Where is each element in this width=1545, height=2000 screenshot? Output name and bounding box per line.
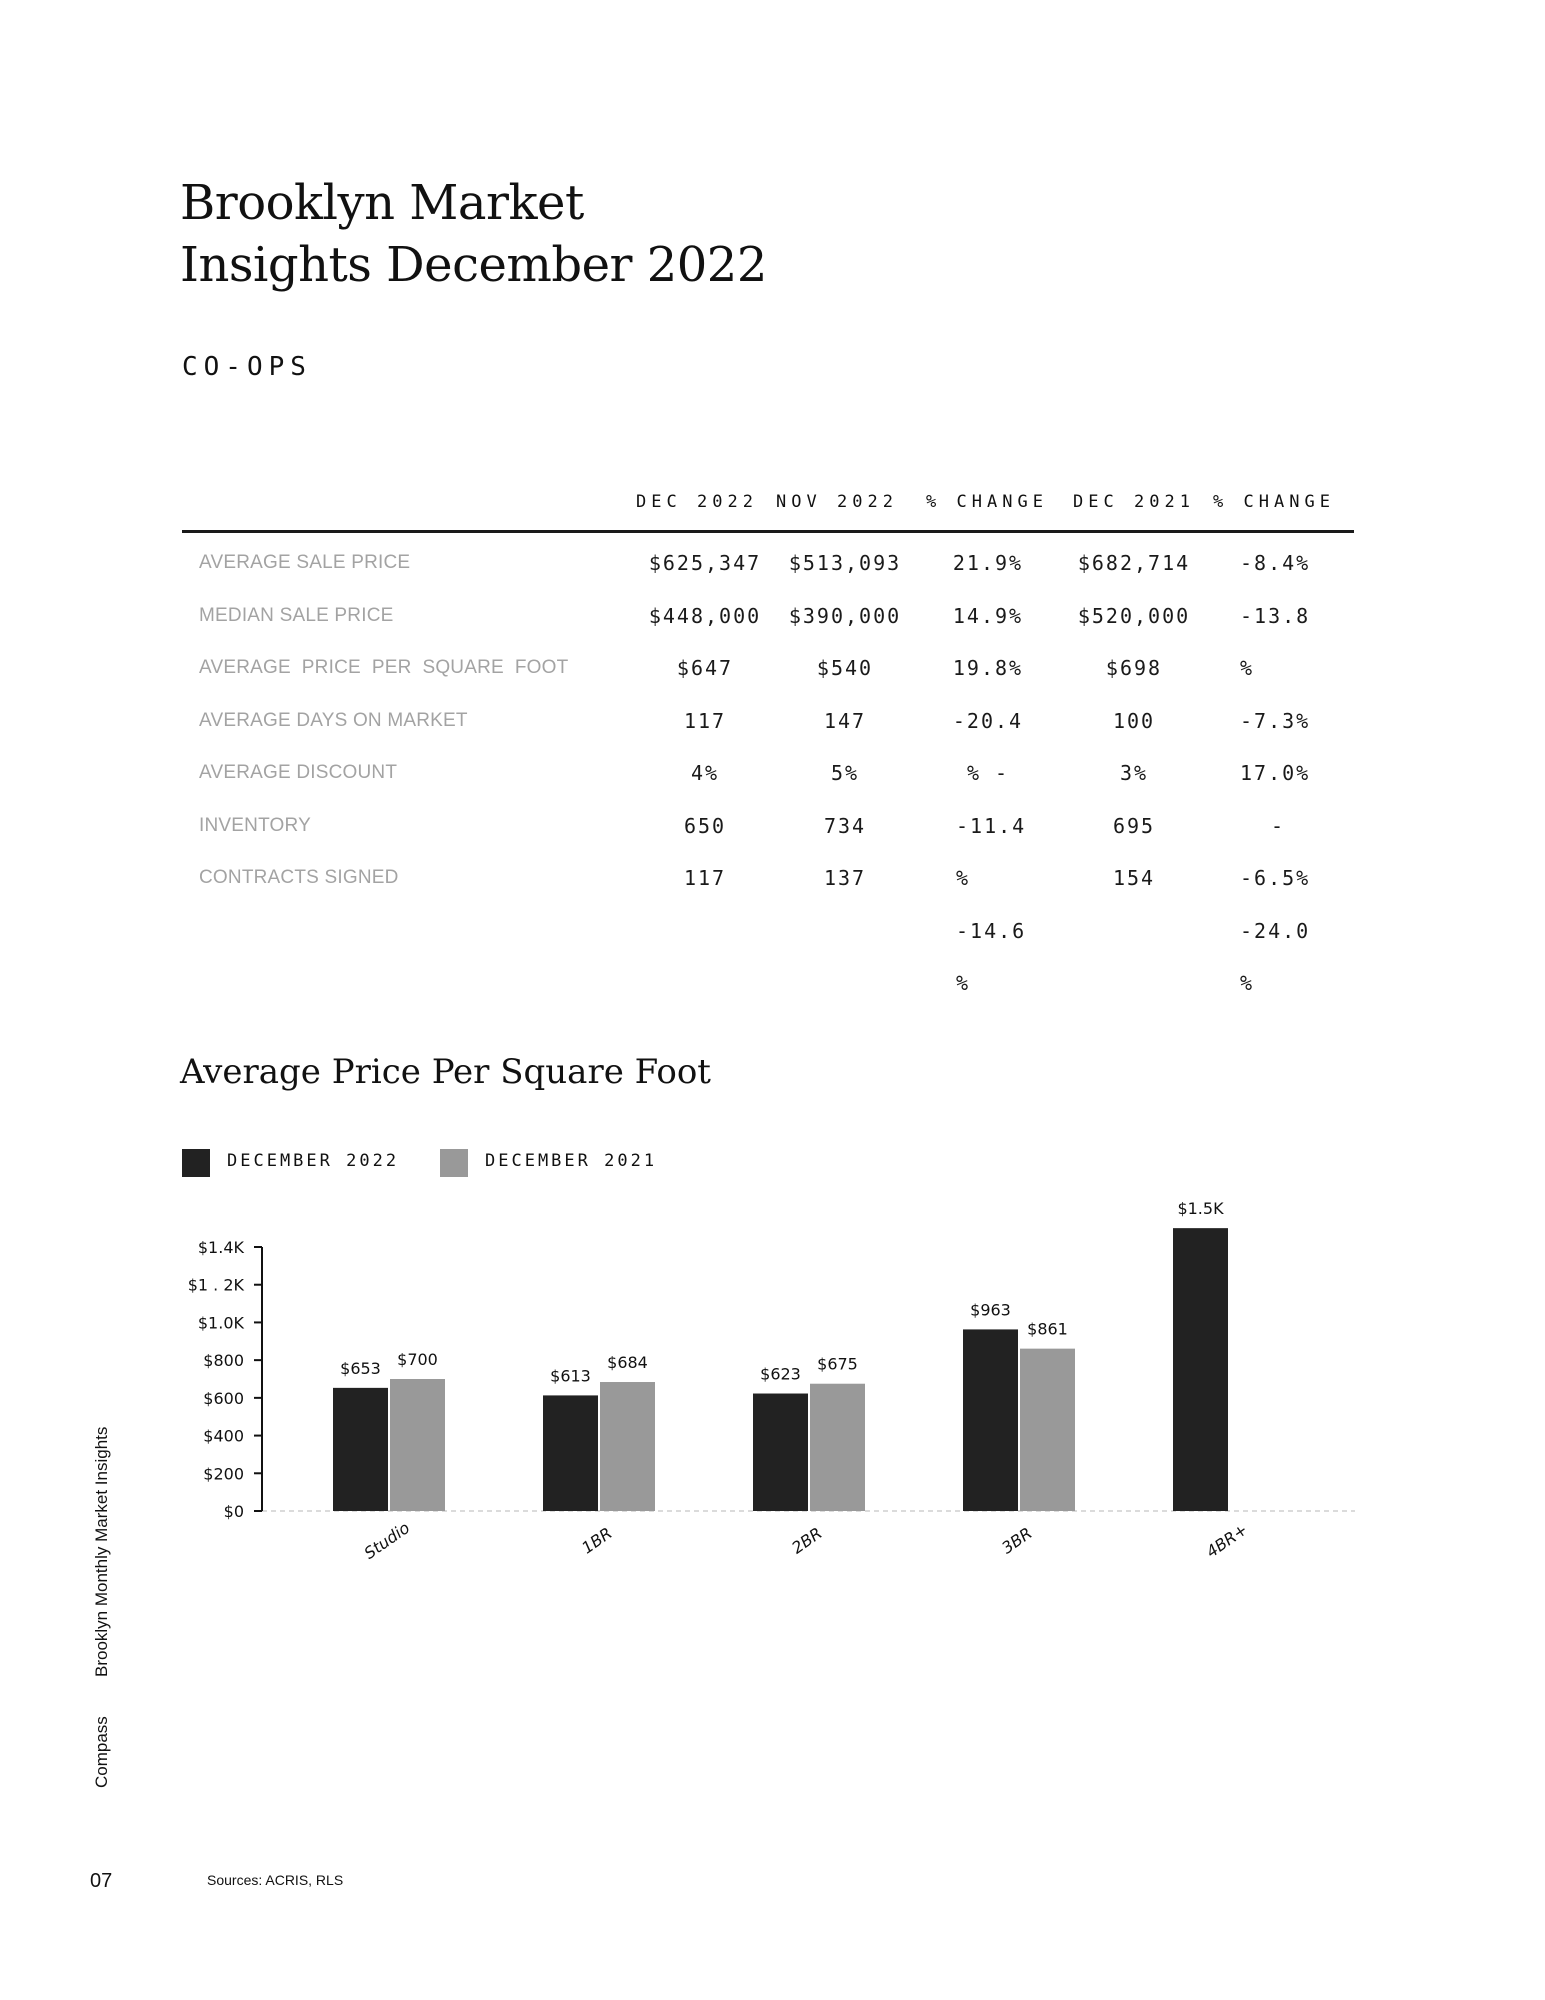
cell-pct-mom: 21.9% [952,551,1024,575]
cell-pct-mom: 19.8% [952,656,1024,680]
cell-dec2021: $682,714 [1077,551,1191,575]
data-label: $700 [397,1350,438,1369]
cell-nov2022: $513,093 [788,551,902,575]
cell-pct-mom: % - [966,761,1010,785]
cell-dec2022: $625,347 [648,551,762,575]
cell-nov2022: 137 [823,866,867,890]
cell-nov2022: 5% [830,761,860,785]
page-number: 07 [90,1870,113,1892]
data-label: $613 [550,1366,591,1386]
legend-label-dec-2021: DECEMBER 2021 [485,1151,658,1171]
cell-pct-yoy: -13.8 [1240,604,1311,628]
bar-december-2021 [390,1379,445,1511]
row-label: AVERAGE SALE PRICE [199,552,411,573]
row-label: AVERAGE DISCOUNT [199,762,398,783]
table-header-rule [182,530,1354,533]
cell-dec2022: 4% [690,761,720,785]
price-per-sqft-chart [0,1200,1545,1600]
bar-december-2021 [600,1382,655,1511]
sidebar-brand: Compass [92,1716,111,1788]
cell-pct-yoy: -7.3% [1240,709,1311,733]
y-tick-label: $200 [203,1464,244,1484]
data-label: $684 [607,1353,648,1373]
page-title [180,172,767,296]
cell-nov2022: 147 [823,709,867,733]
data-label: $675 [817,1354,858,1374]
legend-swatch-dec-2022 [182,1149,210,1177]
y-tick-label: $400 [203,1426,244,1446]
col-head-pct-change-mom: % CHANGE [926,492,1048,512]
bar-december-2022 [1173,1228,1228,1511]
col-head-nov-2022: NOV 2022 [776,492,898,512]
cell-nov2022: $390,000 [788,604,902,628]
cell-dec2021: 3% [1119,761,1149,785]
legend-label-dec-2022: DECEMBER 2022 [227,1151,400,1171]
y-tick-label: $0 [223,1502,244,1521]
cell-pct-yoy: -8.4% [1240,551,1311,575]
y-tick-label: $1.4K [197,1238,244,1257]
data-label: $861 [1027,1319,1068,1339]
data-label: $1.5K [1177,1200,1224,1219]
sources-note: Sources: ACRIS, RLS [207,1872,344,1888]
cell-dec2021: 100 [1112,709,1156,733]
row-label: INVENTORY [199,815,311,836]
cell-pct-mom: -20.4 [952,709,1024,733]
cell-pct-yoy: - [1270,814,1286,838]
cell-pct-mom: % [956,971,971,995]
row-label: MEDIAN SALE PRICE [199,605,394,626]
data-label: $653 [340,1358,381,1378]
cell-pct-yoy: -24.0 [1240,919,1311,943]
data-label: $623 [760,1364,801,1384]
x-category-label: 1BR [578,1523,616,1558]
bar-december-2022 [963,1329,1018,1511]
bar-december-2022 [753,1394,808,1511]
bar-december-2021 [1020,1349,1075,1511]
x-category-label: 2BR [788,1523,826,1558]
row-label: AVERAGE DAYS ON MARKET [199,710,468,731]
page-title-line-2: Insights December 2022 [180,237,767,293]
cell-dec2021: 154 [1112,866,1156,890]
row-label: CONTRACTS SIGNED [199,867,399,888]
col-head-pct-change-yoy: % CHANGE [1213,492,1335,512]
section-heading: CO-OPS [182,352,312,382]
cell-dec2021: 695 [1112,814,1156,838]
cell-pct-mom: 14.9% [952,604,1024,628]
cell-dec2021: $698 [1105,656,1163,680]
x-category-label: Studio [360,1518,414,1563]
y-tick-label: $600 [203,1388,244,1408]
col-head-dec-2021: DEC 2021 [1073,492,1195,512]
page-title-line-1: Brooklyn Market [180,175,584,231]
cell-pct-yoy: % [1240,656,1255,680]
bar-december-2022 [543,1395,598,1511]
cell-pct-yoy: -6.5% [1240,866,1311,890]
cell-pct-mom: % [956,866,971,890]
cell-dec2021: $520,000 [1077,604,1191,628]
cell-pct-mom: -11.4 [956,814,1027,838]
cell-dec2022: 117 [683,866,727,890]
bar-december-2022 [333,1388,388,1511]
legend-swatch-dec-2021 [440,1149,468,1177]
y-tick-label: $1.0K [197,1313,244,1333]
sidebar-report-title: Brooklyn Monthly Market Insights [92,1426,111,1677]
cell-nov2022: $540 [816,656,874,680]
cell-nov2022: 734 [823,814,867,838]
x-category-label: 3BR [998,1523,1036,1558]
row-label: AVERAGE PRICE PER SQUARE FOOT [199,657,569,678]
x-category-label: 4BR+ [1202,1519,1252,1562]
y-tick-label: $800 [203,1351,244,1371]
cell-dec2022: 117 [683,709,727,733]
data-label: $963 [970,1300,1011,1320]
cell-pct-yoy: % [1240,971,1255,995]
cell-pct-yoy: 17.0% [1240,761,1311,785]
y-tick-label: $1 . 2K [187,1275,244,1295]
col-head-dec-2022: DEC 2022 [636,492,758,512]
bar-december-2021 [810,1384,865,1511]
chart-title: Average Price Per Square Foot [180,1052,711,1092]
cell-pct-mom: -14.6 [956,919,1027,943]
cell-dec2022: 650 [683,814,727,838]
cell-dec2022: $448,000 [648,604,762,628]
cell-dec2022: $647 [676,656,734,680]
